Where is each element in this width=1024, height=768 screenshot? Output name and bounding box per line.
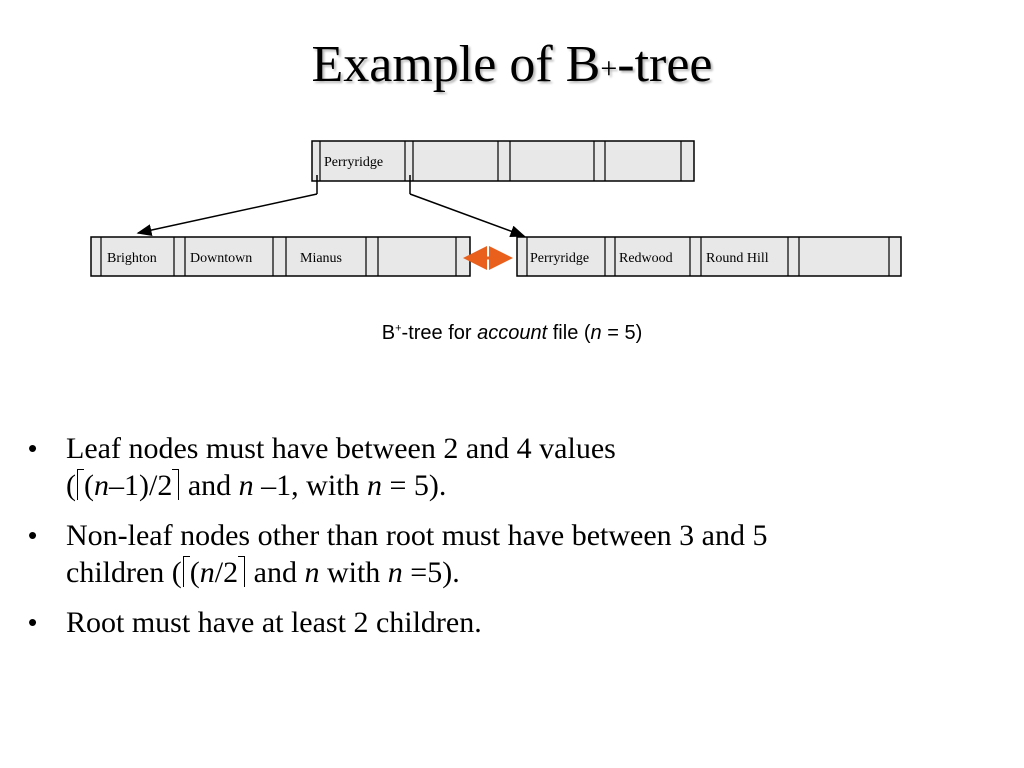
leaf2-key-3: Round Hill — [706, 251, 769, 266]
bplus-tree-diagram — [0, 130, 1024, 290]
root-key-1: Perryridge — [324, 155, 384, 170]
leaf-node-1 — [91, 237, 470, 276]
bullet-dot-icon: • — [28, 520, 38, 550]
bullet-leaf-nodes: • Leaf nodes must have between 2 and 4 values ( (n–1)/2 and n –1, with n = 5). — [28, 432, 616, 502]
bullet-non-leaf-nodes: • Non-leaf nodes other than root must have between 3 and 5 children ( (n/2 and n with n =5). — [28, 519, 768, 589]
diagram-caption: B+-tree for account file (n = 5) — [381, 322, 643, 344]
leaf1-key-2: Downtown — [190, 251, 253, 266]
ceiling-expression: (n–1)/2 — [76, 467, 180, 504]
slide-title: Example of B+-tree — [311, 36, 713, 93]
bullet-dot-icon: • — [28, 433, 38, 463]
leaf1-key-3: Mianus — [300, 251, 342, 266]
root-pointer-right — [410, 194, 524, 236]
bullet-root: • Root must have at least 2 children. — [28, 606, 482, 639]
ceiling-expression: (n/2 — [182, 554, 246, 591]
leaf2-key-1: Perryridge — [530, 251, 590, 266]
bullet-list — [28, 430, 1018, 654]
bullet-dot-icon: • — [28, 607, 38, 637]
leaf1-key-1: Brighton — [107, 251, 157, 266]
leaf-node-2 — [517, 237, 901, 276]
leaf2-key-2: Redwood — [619, 251, 673, 266]
root-node — [312, 141, 694, 181]
root-pointer-left — [138, 194, 317, 233]
